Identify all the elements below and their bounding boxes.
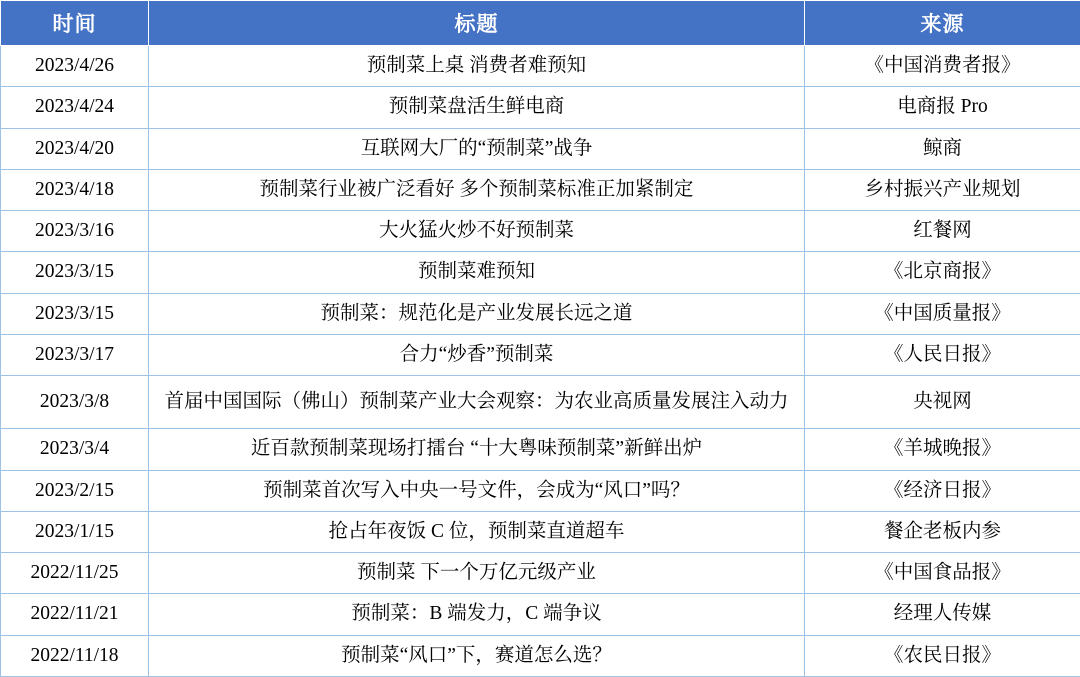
cell-title: 近百款预制菜现场打擂台 “十大粤味预制菜”新鲜出炉 (149, 429, 805, 470)
cell-source: 乡村振兴产业规划 (805, 169, 1080, 210)
column-header-source: 来源 (805, 1, 1080, 46)
cell-title: 抢占年夜饭 C 位，预制菜直道超车 (149, 511, 805, 552)
cell-title: 首届中国国际（佛山）预制菜产业大会观察：为农业高质量发展注入动力 (149, 376, 805, 429)
cell-source: 红餐网 (805, 211, 1080, 252)
cell-source: 《中国消费者报》 (805, 46, 1080, 87)
cell-title: 预制菜首次写入中央一号文件，会成为“风口”吗？ (149, 470, 805, 511)
table-row (1, 169, 1080, 210)
cell-source: 鲸商 (805, 128, 1080, 169)
cell-date: 2022/11/21 (1, 594, 149, 635)
cell-date: 2023/3/15 (1, 252, 149, 293)
cell-source: 《北京商报》 (805, 252, 1080, 293)
table-row (1, 635, 1080, 676)
table-row (1, 470, 1080, 511)
cell-date: 2023/3/17 (1, 334, 149, 375)
cell-date: 2023/4/26 (1, 46, 149, 87)
table-row (1, 511, 1080, 552)
cell-title: 预制菜难预知 (149, 252, 805, 293)
table-body (1, 46, 1080, 677)
cell-source: 《经济日报》 (805, 470, 1080, 511)
cell-date: 2023/4/18 (1, 169, 149, 210)
cell-source: 电商报 Pro (805, 87, 1080, 128)
table-row (1, 293, 1080, 334)
table-row (1, 46, 1080, 87)
cell-source: 经理人传媒 (805, 594, 1080, 635)
cell-source: 《中国食品报》 (805, 553, 1080, 594)
table-row (1, 252, 1080, 293)
table-row (1, 87, 1080, 128)
cell-date: 2023/3/4 (1, 429, 149, 470)
cell-date: 2023/3/15 (1, 293, 149, 334)
cell-source: 《羊城晚报》 (805, 429, 1080, 470)
cell-date: 2023/3/16 (1, 211, 149, 252)
cell-date: 2023/4/24 (1, 87, 149, 128)
cell-title: 预制菜上桌 消费者难预知 (149, 46, 805, 87)
cell-date: 2023/2/15 (1, 470, 149, 511)
cell-source: 央视网 (805, 376, 1080, 429)
cell-date: 2022/11/25 (1, 553, 149, 594)
table-row (1, 128, 1080, 169)
cell-date: 2023/3/8 (1, 376, 149, 429)
cell-source: 《农民日报》 (805, 635, 1080, 676)
table-row (1, 376, 1080, 429)
cell-source: 《人民日报》 (805, 334, 1080, 375)
cell-title: 预制菜行业被广泛看好 多个预制菜标准正加紧制定 (149, 169, 805, 210)
cell-date: 2023/4/20 (1, 128, 149, 169)
table-row (1, 334, 1080, 375)
cell-title: 大火猛火炒不好预制菜 (149, 211, 805, 252)
cell-title: 预制菜：规范化是产业发展长远之道 (149, 293, 805, 334)
column-header-title: 标题 (149, 1, 805, 46)
table-row (1, 553, 1080, 594)
table-row (1, 429, 1080, 470)
cell-title: 互联网大厂的“预制菜”战争 (149, 128, 805, 169)
cell-title: 预制菜 下一个万亿元级产业 (149, 553, 805, 594)
cell-date: 2022/11/18 (1, 635, 149, 676)
table-row (1, 594, 1080, 635)
table-row (1, 211, 1080, 252)
cell-title: 合力“炒香”预制菜 (149, 334, 805, 375)
cell-title: 预制菜“风口”下，赛道怎么选？ (149, 635, 805, 676)
table-header (1, 1, 1080, 46)
cell-date: 2023/1/15 (1, 511, 149, 552)
cell-source: 餐企老板内参 (805, 511, 1080, 552)
column-header-date: 时间 (1, 1, 149, 46)
cell-title: 预制菜盘活生鲜电商 (149, 87, 805, 128)
cell-source: 《中国质量报》 (805, 293, 1080, 334)
table-header-row (1, 1, 1080, 46)
cell-title: 预制菜：B 端发力，C 端争议 (149, 594, 805, 635)
